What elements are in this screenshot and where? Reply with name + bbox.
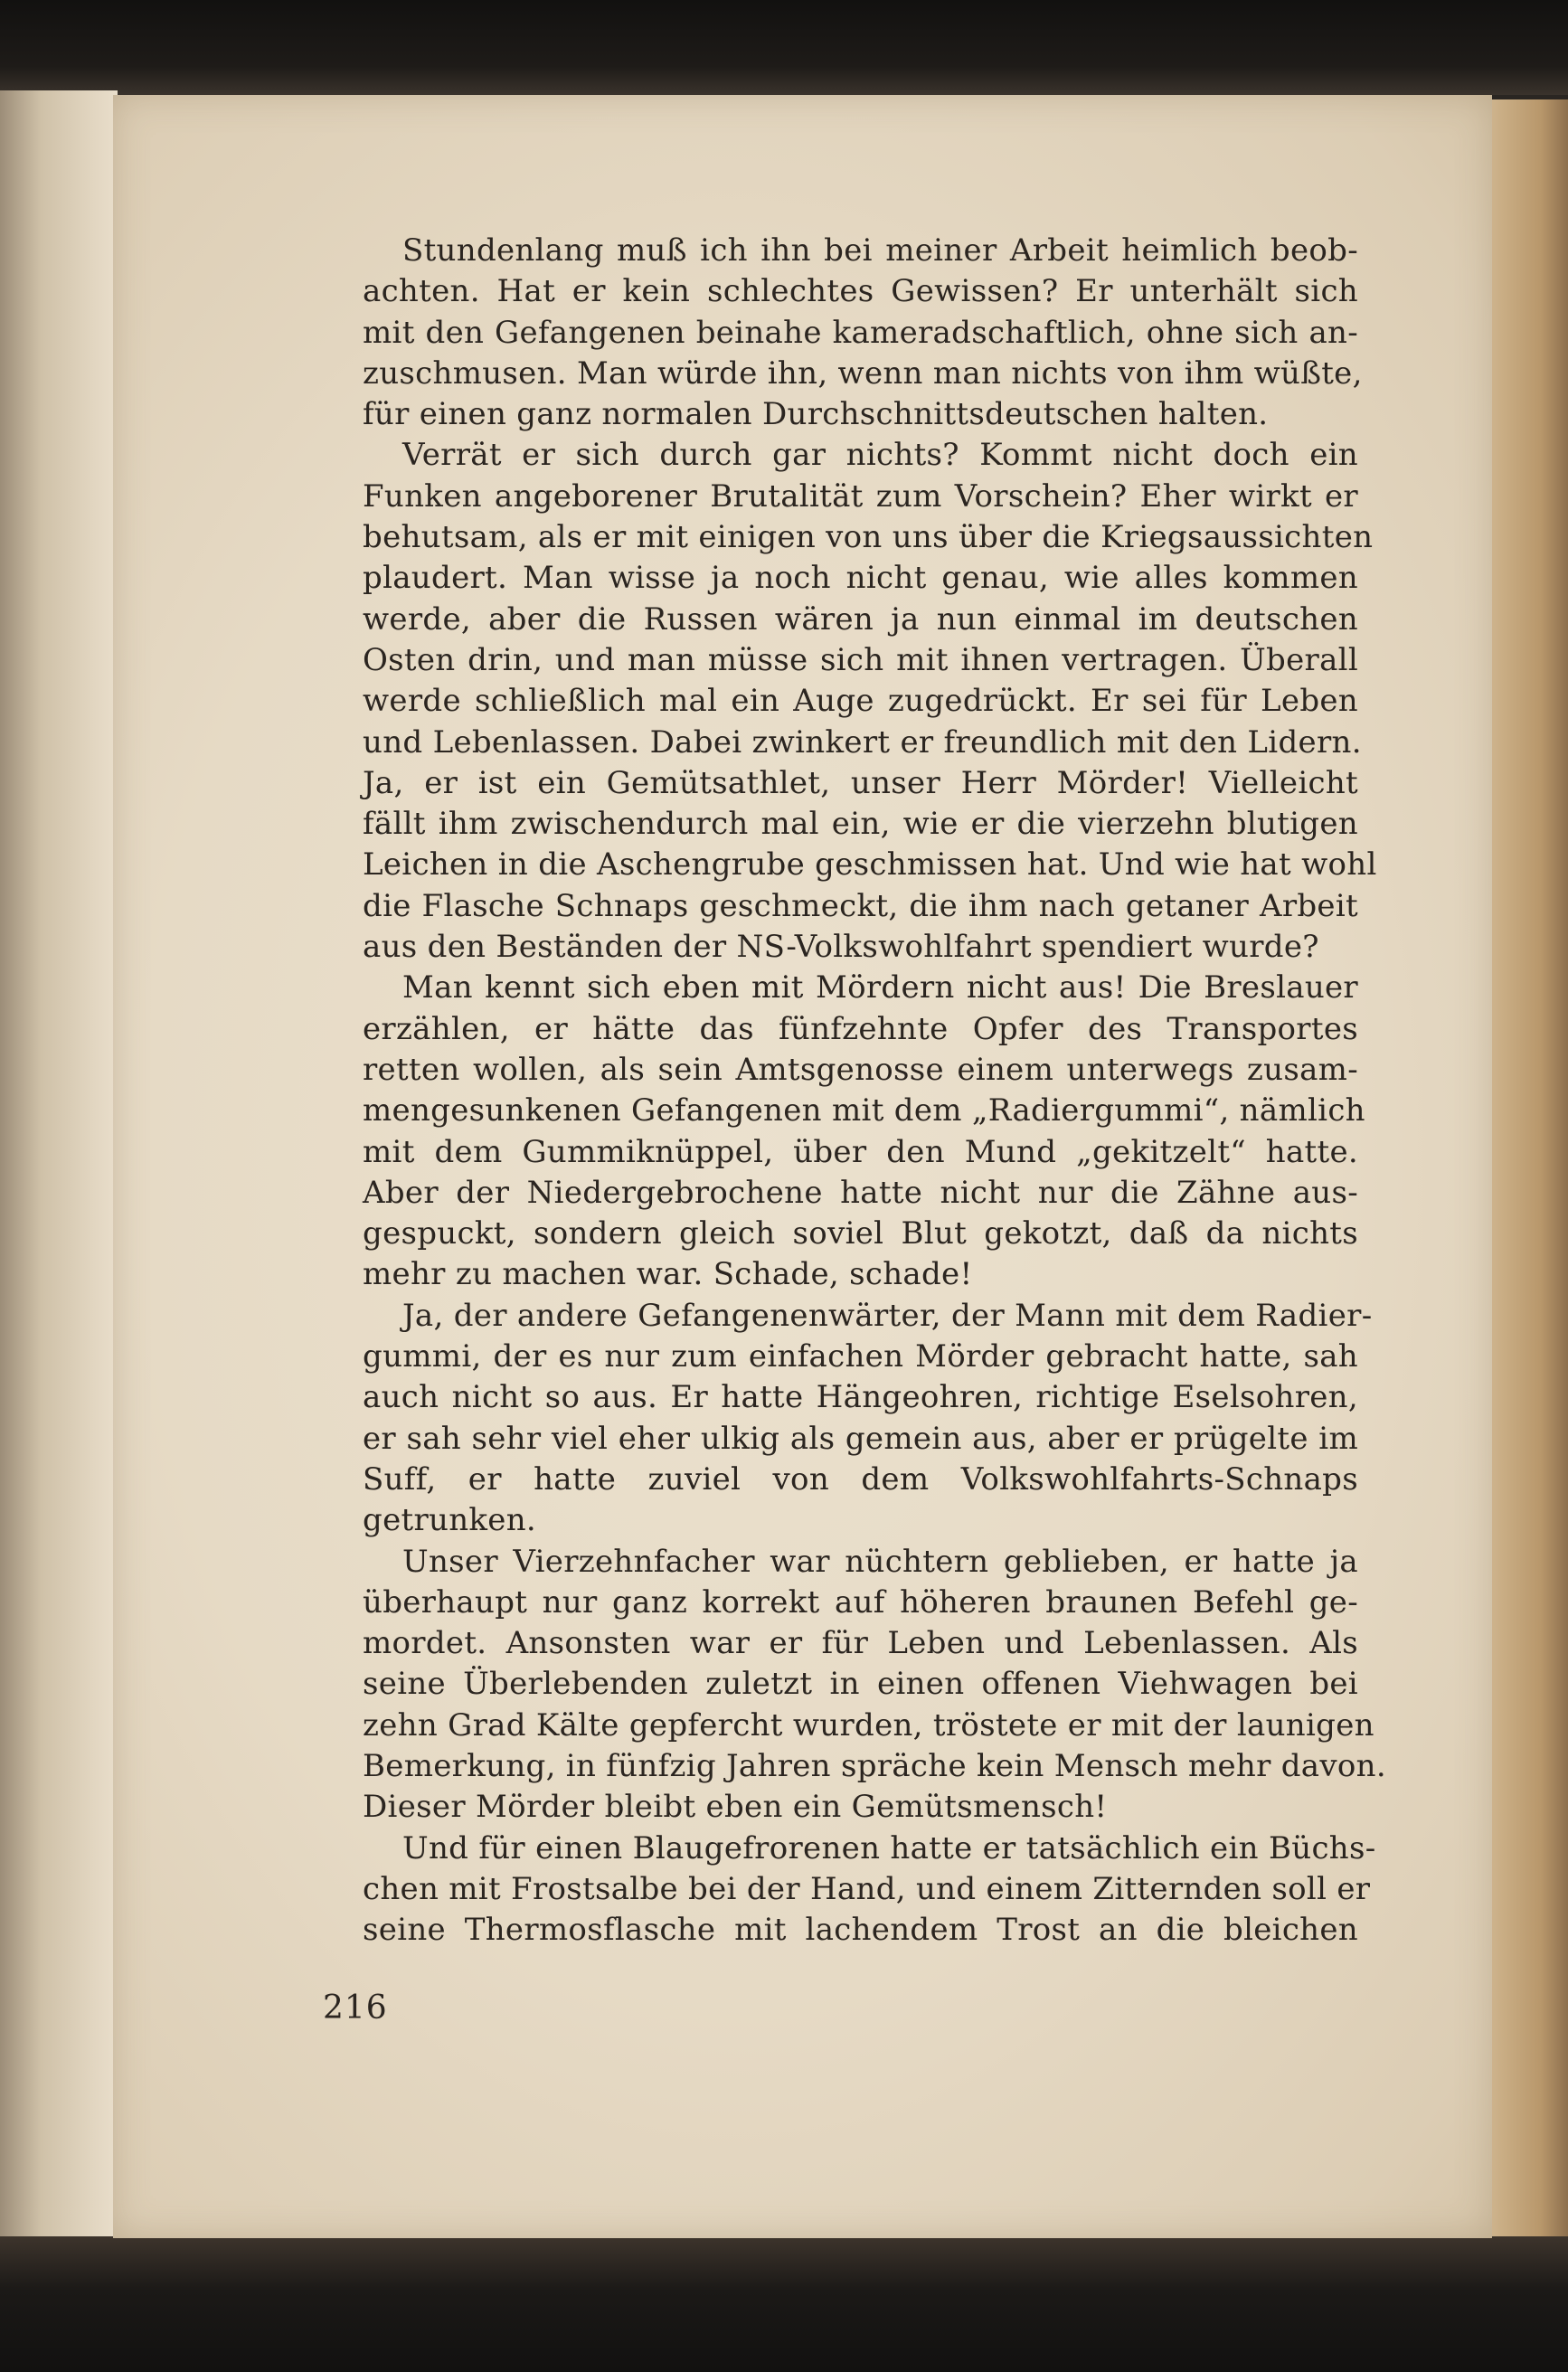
paragraph-1 [323, 231, 1363, 435]
text-line: werde schließlich mal ein Auge zugedrückt. Er sei für Leben [363, 683, 1358, 720]
paragraph-6 [323, 1829, 1376, 1951]
text-line: Unser Vierzehnfacher war nüchtern geblieben, er hatte ja [402, 1543, 1358, 1580]
text-line: gummi, der es nur zum einfachen Mörder gebracht hatte, sah [363, 1338, 1358, 1375]
text-line: gespuckt, sondern gleich soviel Blut gekotzt, daß da nichts [363, 1215, 1358, 1252]
text-line: Stundenlang muß ich ihn bei meiner Arbeit heimlich beob- [402, 232, 1358, 269]
text-line: fällt ihm zwischendurch mal ein, wie er die vierzehn blutigen [363, 806, 1358, 843]
text-line: für einen ganz normalen Durchschnittsdeutschen halten. [363, 396, 1269, 433]
text-line: zehn Grad Kälte gepfercht wurden, tröstete er mit der launigen [363, 1706, 1374, 1744]
text-line: Man kennt sich eben mit Mördern nicht aus! Die Breslauer [402, 969, 1358, 1006]
scan-background-top [0, 0, 1568, 95]
text-line: Aber der Niedergebrochene hatte nicht nur die Zähne aus- [363, 1174, 1358, 1211]
text-line: Osten drin, und man müsse sich mit ihnen vertragen. Überall [363, 641, 1358, 678]
book-page [113, 95, 1492, 2238]
scan-background-bottom [0, 2236, 1568, 2372]
text-line: auch nicht so aus. Er hatte Hängeohren, richtige Eselsohren, [363, 1379, 1358, 1416]
page-edge-left [0, 90, 118, 2243]
text-line: Suff, er hatte zuviel von dem Volkswohlfahrts-Schnaps [363, 1460, 1358, 1498]
text-line: überhaupt nur ganz korrekt auf höheren braunen Befehl ge- [363, 1583, 1358, 1621]
text-line: werde, aber die Russen wären ja nun einmal im deutschen [363, 600, 1358, 638]
text-line: seine Überlebenden zuletzt in einen offenen Viehwagen bei [363, 1666, 1358, 1703]
text-line: mit den Gefangenen beinahe kameradschaftlich, ohne sich an- [363, 314, 1358, 351]
text-line: plaudert. Man wisse ja noch nicht genau, wie alles kommen [363, 560, 1358, 597]
text-line: mordet. Ansonsten war er für Leben und Lebenlassen. Als [363, 1625, 1358, 1662]
text-line: Verrät er sich durch gar nichts? Kommt nicht doch ein [402, 437, 1358, 474]
text-line: aus den Beständen der NS-Volkswohlfahrt spendiert wurde? [363, 929, 1319, 966]
text-line: Und für einen Blaugefrorenen hatte er tatsächlich ein Büchs- [402, 1829, 1376, 1866]
text-line: Dieser Mörder bleibt eben ein Gemütsmensch! [363, 1789, 1108, 1826]
text-line: seine Thermosflasche mit lachendem Trost an die bleichen [363, 1912, 1358, 1949]
paragraph-3 [323, 968, 1365, 1295]
text-line: Funken angeborener Brutalität zum Vorschein? Eher wirkt er [363, 477, 1358, 515]
text-line: und Lebenlassen. Dabei zwinkert er freundlich mit den Lidern. [363, 723, 1362, 761]
text-line: mehr zu machen war. Schade, schade! [363, 1256, 973, 1293]
paragraph-5 [323, 1542, 1386, 1829]
body-text [323, 231, 1386, 1951]
text-line: Ja, er ist ein Gemütsathlet, unser Herr Mörder! Vielleicht [363, 764, 1358, 801]
text-line: die Flasche Schnaps geschmeckt, die ihm nach getaner Arbeit [363, 887, 1358, 924]
text-line: zuschmusen. Man würde ihn, wenn man nichts von ihm wüßte, [363, 354, 1363, 392]
text-line: retten wollen, als sein Amtsgenosse einem unterwegs zusam- [363, 1051, 1358, 1088]
text-line: Leichen in die Aschengrube geschmissen hat. Und wie hat wohl [363, 846, 1377, 884]
paragraph-2 [323, 435, 1377, 968]
text-line: behutsam, als er mit einigen von uns über die Kriegsaussichten [363, 519, 1374, 556]
text-line: er sah sehr viel eher ulkig als gemein aus, aber er prügelte im [363, 1420, 1358, 1457]
text-line: achten. Hat er kein schlechtes Gewissen? Er unterhält sich [363, 273, 1358, 310]
text-line: Ja, der andere Gefangenenwärter, der Mann mit dem Radier- [402, 1297, 1373, 1334]
text-line: mit dem Gummiknüppel, über den Mund „gekitzelt“ hatte. [363, 1133, 1358, 1170]
text-line: getrunken. [363, 1502, 537, 1539]
text-line: mengesunkenen Gefangenen mit dem „Radiergummi“, nämlich [363, 1092, 1365, 1129]
paragraph-4 [323, 1296, 1373, 1542]
text-line: Bemerkung, in fünfzig Jahren spräche kein Mensch mehr davon. [363, 1747, 1386, 1784]
text-line: chen mit Frostsalbe bei der Hand, und einem Zitternden soll er [363, 1870, 1371, 1907]
page-number: 216 [323, 1989, 388, 2027]
text-line: erzählen, er hätte das fünfzehnte Opfer des Transportes [363, 1010, 1358, 1047]
